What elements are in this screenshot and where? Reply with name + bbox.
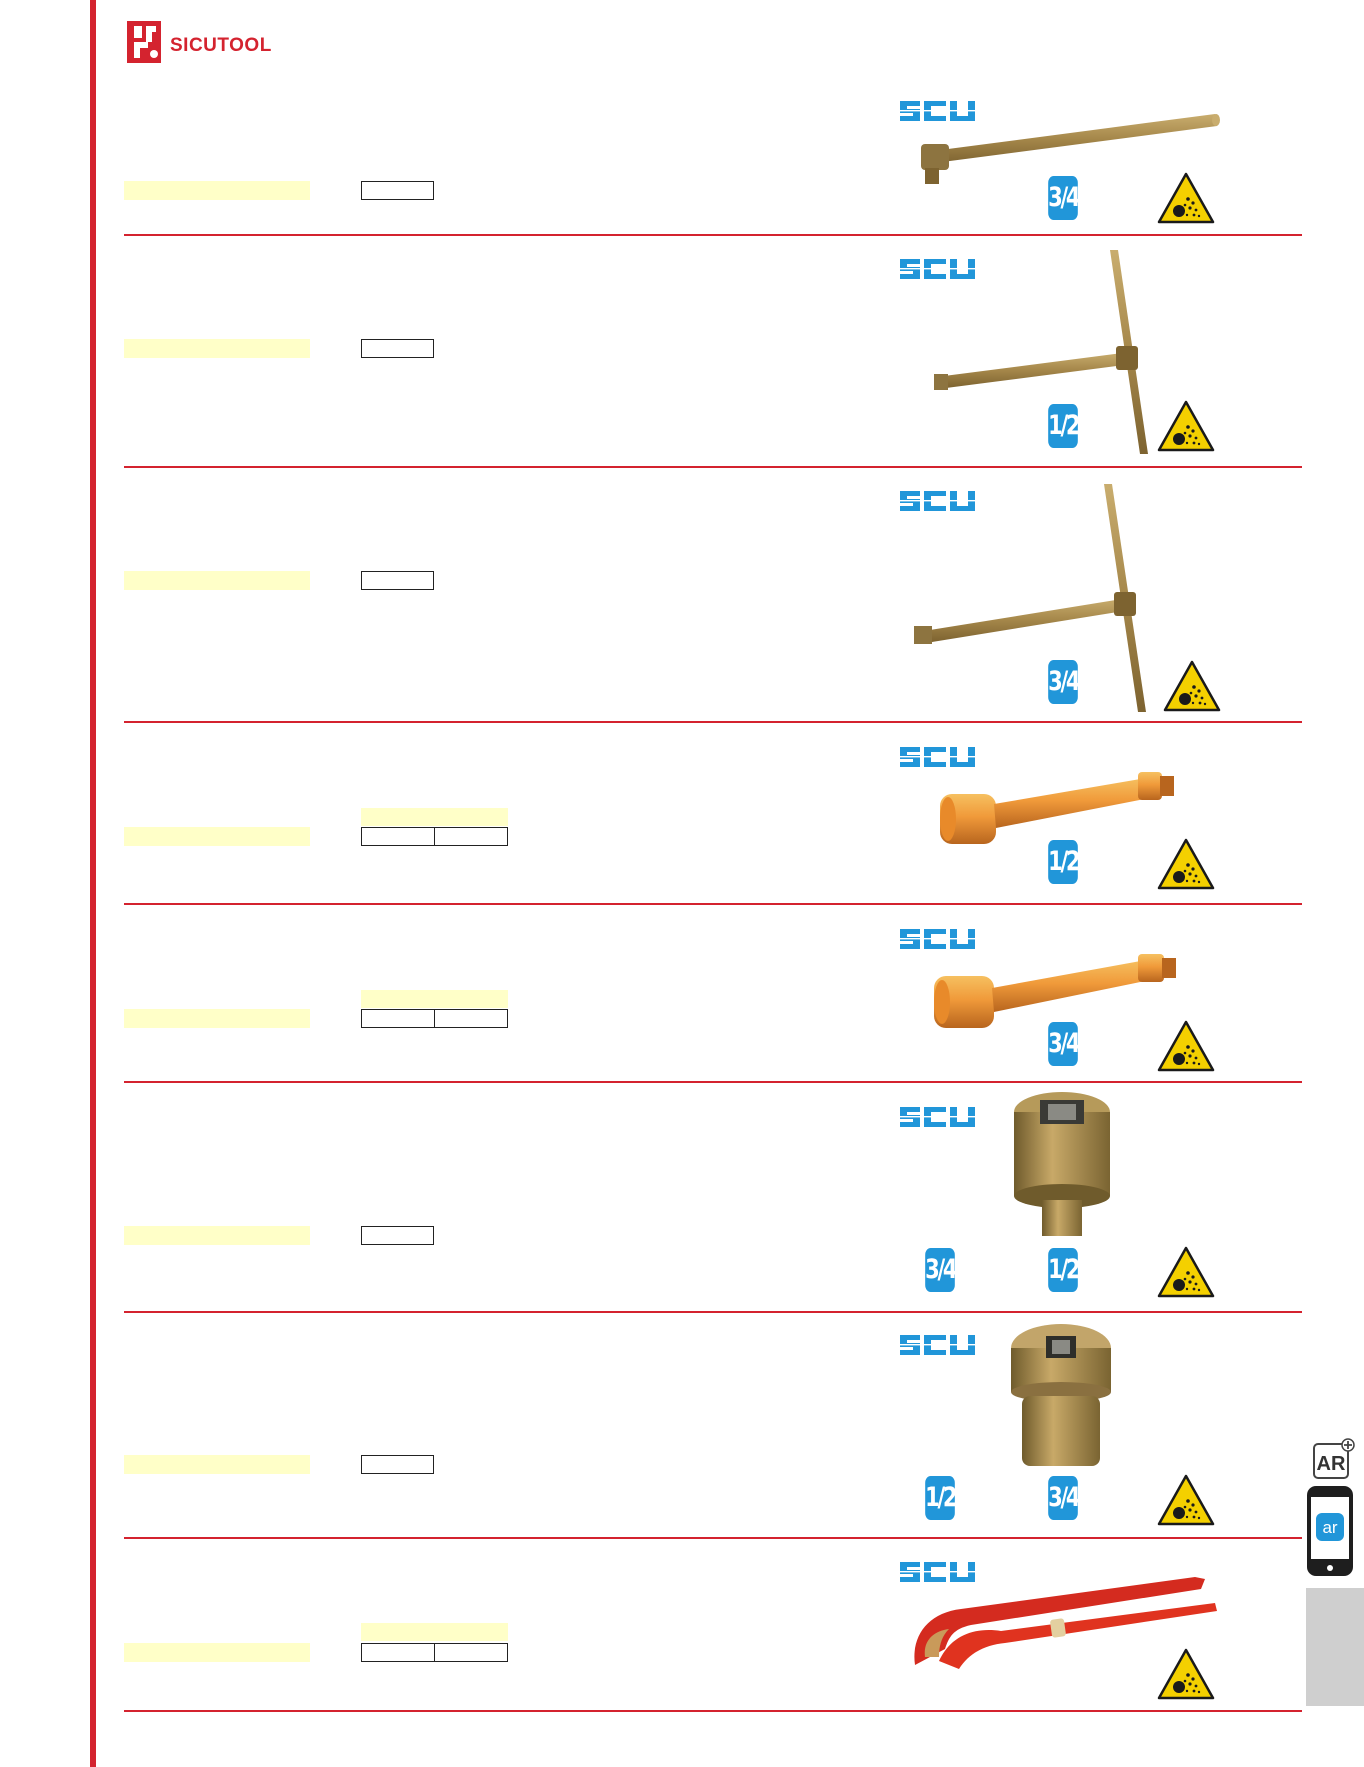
drive-size-badge: 3/4" (1048, 660, 1078, 704)
ar-icon[interactable] (1311, 1438, 1355, 1482)
description-highlight (124, 1226, 310, 1245)
explosion-warning-icon (1163, 660, 1221, 712)
product-code-field (361, 1643, 508, 1662)
product-code-field (361, 571, 434, 590)
explosion-warning-icon (1157, 1474, 1215, 1526)
sicutool-logo (126, 20, 326, 72)
scu-brand-mark-icon (898, 1105, 978, 1129)
sicutool-emblem-icon (126, 20, 166, 68)
section-divider (124, 1081, 1302, 1083)
drive-size-badge: 1/2" (925, 1476, 955, 1520)
code-table-header (361, 808, 508, 826)
section-divider (124, 1311, 1302, 1313)
explosion-warning-icon (1157, 838, 1215, 890)
chapter-tab[interactable] (1306, 1588, 1364, 1706)
description-highlight (124, 1455, 310, 1474)
drive-size-badge: 1/2" (1048, 840, 1078, 884)
description-highlight (124, 181, 310, 200)
product-code-field (361, 1226, 434, 1245)
code-table-header (361, 990, 508, 1008)
adapter-icon (1012, 1090, 1112, 1240)
drive-size-badge: 3/4" (1048, 1476, 1078, 1520)
description-highlight (124, 1009, 310, 1028)
extension-bar-icon (938, 760, 1188, 850)
t-handle-wrench-icon (910, 480, 1160, 716)
section-divider (124, 903, 1302, 905)
explosion-warning-icon (1157, 1246, 1215, 1298)
adapter-icon (1008, 1322, 1114, 1472)
product-code-field (361, 827, 508, 846)
section-divider (124, 466, 1302, 468)
brand-name: SICUTOOL (170, 35, 272, 56)
product-code-field (361, 1009, 508, 1028)
drive-size-badge: 3/4" (1048, 1022, 1078, 1066)
description-highlight (124, 571, 310, 590)
section-divider (124, 1537, 1302, 1539)
explosion-warning-icon (1157, 400, 1215, 452)
description-highlight (124, 827, 310, 846)
product-code-field (361, 339, 434, 358)
drive-size-badge: 1/2" (1048, 404, 1078, 448)
drive-size-badge: 1/2" (1048, 1248, 1078, 1292)
t-handle-wrench-icon (930, 246, 1160, 458)
drive-size-badge: 3/4" (925, 1248, 955, 1292)
explosion-warning-icon (1157, 1020, 1215, 1072)
ar-app-phone-icon[interactable] (1306, 1485, 1354, 1577)
drive-size-badge: 3/4" (1048, 176, 1078, 220)
explosion-warning-icon (1157, 1648, 1215, 1700)
code-table-header (361, 1623, 508, 1641)
app-label: ar (1322, 1518, 1338, 1537)
description-highlight (124, 339, 310, 358)
product-code-field (361, 1455, 434, 1474)
section-divider (124, 721, 1302, 723)
extension-bar-icon (932, 942, 1192, 1032)
product-code-field (361, 181, 434, 200)
explosion-warning-icon (1157, 172, 1215, 224)
description-highlight (124, 1643, 310, 1662)
scu-brand-mark-icon (898, 1333, 978, 1357)
ar-label: AR (1316, 1453, 1346, 1475)
section-divider (124, 234, 1302, 236)
section-divider (124, 1710, 1302, 1712)
left-margin-rule (90, 0, 96, 1767)
